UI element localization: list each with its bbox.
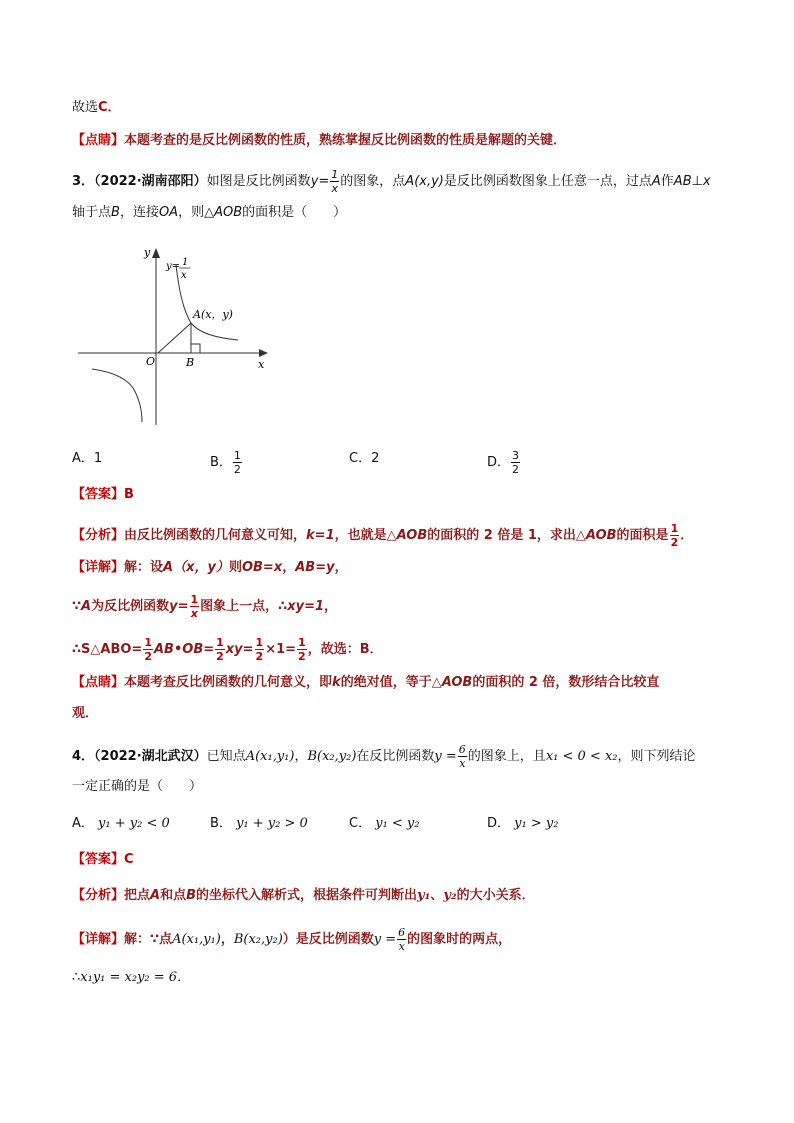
analysis-line-q3 bbox=[72, 522, 693, 549]
x-axis-label: x bbox=[258, 358, 265, 371]
comment-text: 观． bbox=[72, 706, 99, 721]
fraction-denominator: x bbox=[459, 757, 466, 770]
analysis-text: ． bbox=[680, 528, 694, 543]
analysis-point: B bbox=[186, 888, 197, 903]
origin-label: O bbox=[146, 355, 156, 368]
detail-point-a: A(x₁,y₁) bbox=[172, 932, 221, 947]
question-text: 一定正确的是（ ） bbox=[72, 779, 203, 794]
detail-tag: 【详解】 bbox=[72, 932, 125, 947]
detail-text: ， bbox=[324, 599, 338, 614]
detail-text: 的图象时的两点， bbox=[407, 932, 512, 947]
option-b-expr: y₁ + y₂ > 0 bbox=[236, 816, 308, 831]
answer-value: C bbox=[124, 852, 134, 867]
option-c[interactable] bbox=[349, 814, 420, 834]
function-y: y= bbox=[310, 174, 330, 189]
fraction-denominator: 2 bbox=[298, 650, 306, 663]
function-y: y = bbox=[434, 749, 457, 764]
detail-point-b: B(x₂,y₂) bbox=[233, 932, 283, 947]
question-number: 4． bbox=[72, 749, 95, 764]
hyperbola-branch-q3 bbox=[92, 369, 142, 422]
point-b-label: B bbox=[186, 356, 195, 369]
analysis-tag: 【分析】 bbox=[72, 888, 125, 903]
right-angle-mark bbox=[191, 344, 200, 353]
question-number: 3． bbox=[72, 174, 95, 189]
fraction-6-over-x bbox=[458, 743, 467, 770]
point-a: A(x,y) bbox=[405, 174, 444, 189]
detail-expr: OB=x bbox=[241, 560, 283, 575]
detail-tag: 【详解】 bbox=[72, 560, 125, 575]
point-label: A bbox=[651, 174, 661, 189]
question-text: 作 bbox=[660, 174, 674, 189]
comment-line-q2 bbox=[72, 131, 566, 151]
detail-answer: B． bbox=[359, 642, 383, 657]
question-text: 已知点 bbox=[206, 749, 246, 764]
fraction-denominator: 2 bbox=[512, 463, 520, 476]
question-4-line-2 bbox=[72, 777, 202, 797]
comment-text: 的面积的 2 倍，数形结合比较直 bbox=[472, 675, 660, 690]
fraction-numerator: 1 bbox=[255, 636, 264, 649]
detail-text: ，故选： bbox=[307, 642, 360, 657]
option-c[interactable] bbox=[349, 449, 379, 469]
answer-line-q4 bbox=[72, 850, 134, 870]
detail-text: ， bbox=[220, 932, 234, 947]
fraction-denominator: x bbox=[190, 607, 198, 620]
comment-tag: 【点睛】 bbox=[72, 133, 125, 148]
condition-expr: x₁ < 0 < x₂ bbox=[545, 749, 618, 764]
segment-oa bbox=[158, 323, 191, 353]
answer-value: B bbox=[124, 487, 134, 502]
segment-label: OA bbox=[158, 205, 179, 220]
analysis-text: 的面积是 bbox=[616, 528, 669, 543]
option-b-label: B． bbox=[210, 816, 232, 831]
detail-text: 解：∵点 bbox=[124, 932, 173, 947]
question-4-line-1 bbox=[72, 743, 696, 770]
fraction-denominator: x bbox=[331, 182, 339, 195]
analysis-point: A bbox=[150, 888, 161, 903]
equation-numerator: 1 bbox=[182, 257, 189, 268]
conclusion-text: 故选 bbox=[72, 100, 99, 115]
question-text: 在反比例函数 bbox=[356, 749, 435, 764]
option-c-expr: y₁ < y₂ bbox=[375, 816, 420, 831]
detail-text: 则 bbox=[228, 560, 242, 575]
analysis-text: 把点 bbox=[124, 888, 151, 903]
point-a: A(x₁,y₁) bbox=[245, 749, 295, 764]
option-d-expr: y₁ > y₂ bbox=[514, 816, 559, 831]
fraction-denominator: 2 bbox=[255, 650, 264, 663]
detail-fraction bbox=[255, 636, 265, 663]
fraction-denominator: x bbox=[398, 940, 405, 953]
comment-line-q3-cont bbox=[72, 704, 98, 724]
fraction-numerator: 3 bbox=[512, 449, 520, 462]
analysis-text: 和点 bbox=[160, 888, 187, 903]
option-d-label: D． bbox=[487, 816, 511, 831]
fraction-numerator: 6 bbox=[458, 743, 466, 756]
comment-text: 的绝对值，等于△ bbox=[340, 675, 442, 690]
conclusion-answer: C． bbox=[98, 100, 121, 115]
fraction-denominator: 2 bbox=[670, 536, 679, 549]
question-source: （2022·湖北武汉） bbox=[94, 749, 207, 764]
option-d-text: D． bbox=[487, 455, 511, 470]
fraction-denominator: 2 bbox=[144, 650, 152, 663]
point-b: B(x₂,y₂) bbox=[307, 749, 357, 764]
analysis-tag: 【分析】 bbox=[72, 528, 125, 543]
equation-denominator: x bbox=[181, 270, 187, 281]
question-text: ，连接 bbox=[119, 205, 159, 220]
comment-text: 本题考查反比例函数的几何意义，即 bbox=[124, 675, 333, 690]
detail-text: ， bbox=[282, 560, 296, 575]
detail-fraction bbox=[190, 593, 200, 620]
analysis-text: 由反比例函数的几何意义可知， bbox=[124, 528, 307, 543]
y-axis-label: y bbox=[144, 246, 151, 259]
detail-point: A（x，y） bbox=[163, 560, 229, 575]
fraction-numerator: 1 bbox=[144, 636, 152, 649]
fraction-numerator: 6 bbox=[398, 926, 406, 939]
question-text: 的图象上，且 bbox=[467, 749, 546, 764]
analysis-triangle: AOB bbox=[396, 528, 428, 543]
analysis-triangle: AOB bbox=[585, 528, 617, 543]
detail-text: ∴ bbox=[72, 970, 81, 985]
fraction-denominator: 2 bbox=[233, 463, 241, 476]
analysis-k: k=1 bbox=[306, 528, 335, 543]
detail-text: 图象上一点，∴ bbox=[200, 599, 288, 614]
answer-tag: 【答案】 bbox=[72, 487, 125, 502]
option-a[interactable] bbox=[72, 449, 102, 469]
fraction-numerator: 1 bbox=[216, 636, 224, 649]
detail-fraction bbox=[215, 636, 225, 663]
question-text: 是反比例函数图象上任意一点，过点 bbox=[443, 174, 652, 189]
detail-text: ）是反比例函数 bbox=[282, 932, 374, 947]
fraction-numerator: 1 bbox=[670, 522, 679, 535]
answer-line-q3 bbox=[72, 485, 134, 505]
detail-function-y: y = bbox=[373, 932, 397, 947]
question-3-line-1 bbox=[72, 168, 711, 195]
detail-fraction bbox=[397, 926, 406, 953]
point-label: B bbox=[111, 205, 120, 220]
y-axis-arrow bbox=[152, 248, 160, 258]
comment-tag: 【点睛】 bbox=[72, 675, 125, 690]
detail-text: ． bbox=[177, 970, 191, 985]
analysis-text: 的面积的 2 倍是 1，求出△ bbox=[427, 528, 586, 543]
fraction-denominator: 2 bbox=[216, 650, 224, 663]
detail-line-3-q3 bbox=[72, 636, 383, 663]
detail-expr: xy=1 bbox=[287, 599, 325, 614]
hyperbola-figure bbox=[78, 240, 273, 430]
option-a-expr: y₁ + y₂ < 0 bbox=[98, 816, 170, 831]
detail-point: A bbox=[81, 599, 92, 614]
option-d[interactable] bbox=[487, 449, 521, 476]
option-b[interactable] bbox=[210, 814, 308, 834]
question-text: 轴于点 bbox=[72, 205, 112, 220]
detail-equation: x₁y₁ = x₂y₂ = 6 bbox=[80, 970, 178, 985]
analysis-text: ，也就是△ bbox=[334, 528, 397, 543]
option-b-fraction bbox=[233, 449, 242, 476]
detail-text: ∵ bbox=[72, 599, 82, 614]
analysis-y1: y₁ bbox=[417, 888, 431, 903]
fraction-numerator: 1 bbox=[190, 593, 199, 606]
equation-y: y= bbox=[166, 261, 181, 272]
detail-text: 为反比例函数 bbox=[91, 599, 170, 614]
detail-text: ， bbox=[334, 560, 348, 575]
answer-tag: 【答案】 bbox=[72, 852, 125, 867]
question-source: （2022·湖南邵阳） bbox=[94, 174, 207, 189]
detail-line-1-q3 bbox=[72, 558, 348, 578]
fraction-numerator: 1 bbox=[233, 449, 241, 462]
option-b[interactable] bbox=[210, 449, 243, 476]
option-d[interactable] bbox=[487, 814, 558, 834]
comment-k: k bbox=[332, 675, 341, 690]
detail-line-2-q3 bbox=[72, 593, 337, 620]
option-d-fraction bbox=[511, 449, 520, 476]
question-3-line-2 bbox=[72, 203, 346, 223]
detail-text: AB•OB= bbox=[153, 642, 215, 657]
option-c-label: C． bbox=[349, 816, 372, 831]
detail-text: ×1= bbox=[265, 642, 297, 657]
option-a-text: A．1 bbox=[72, 451, 103, 466]
analysis-text: 、 bbox=[430, 888, 444, 903]
fraction-numerator: 1 bbox=[298, 636, 306, 649]
analysis-text: 的坐标代入解析式，根据条件可判断出 bbox=[196, 888, 418, 903]
detail-expr: AB=y bbox=[295, 560, 335, 575]
option-c-text: C．2 bbox=[349, 451, 380, 466]
detail-function-y: y= bbox=[169, 599, 189, 614]
option-a[interactable] bbox=[72, 814, 170, 834]
detail-line-1-q4 bbox=[72, 926, 511, 953]
conclusion-line bbox=[72, 98, 121, 118]
question-text: ， bbox=[294, 749, 308, 764]
comment-triangle: AOB bbox=[441, 675, 473, 690]
question-text: ，则△ bbox=[178, 205, 215, 220]
analysis-text: 的大小关系． bbox=[456, 888, 535, 903]
fraction-numerator: 1 bbox=[331, 168, 339, 181]
fraction-1-over-x bbox=[330, 168, 339, 195]
x-axis-arrow bbox=[259, 349, 268, 357]
question-text: 的图象，点 bbox=[340, 174, 406, 189]
detail-fraction bbox=[297, 636, 307, 663]
detail-text: 解：设 bbox=[124, 560, 164, 575]
question-text: ，则下列结论 bbox=[617, 749, 696, 764]
detail-text: xy= bbox=[225, 642, 254, 657]
option-b-text: B． bbox=[210, 455, 232, 470]
analysis-y2: y₂ bbox=[443, 888, 457, 903]
option-a-label: A． bbox=[72, 816, 94, 831]
analysis-line-q4 bbox=[72, 886, 535, 906]
question-text: 的面积是（ ） bbox=[242, 205, 347, 220]
detail-text: ∴S△ABO= bbox=[72, 642, 143, 657]
analysis-fraction bbox=[670, 522, 680, 549]
triangle-label: AOB bbox=[214, 205, 243, 220]
detail-fraction bbox=[143, 636, 153, 663]
comment-line-q3 bbox=[72, 673, 659, 693]
comment-text: 本题考查的是反比例函数的性质，熟练掌握反比例函数的性质是解题的关键． bbox=[124, 133, 567, 148]
point-a-label: A(x，y) bbox=[193, 308, 233, 321]
perpendicular-expr: AB⊥x bbox=[673, 174, 711, 189]
detail-line-2-q4 bbox=[72, 968, 190, 988]
question-text: 如图是反比例函数 bbox=[206, 174, 311, 189]
